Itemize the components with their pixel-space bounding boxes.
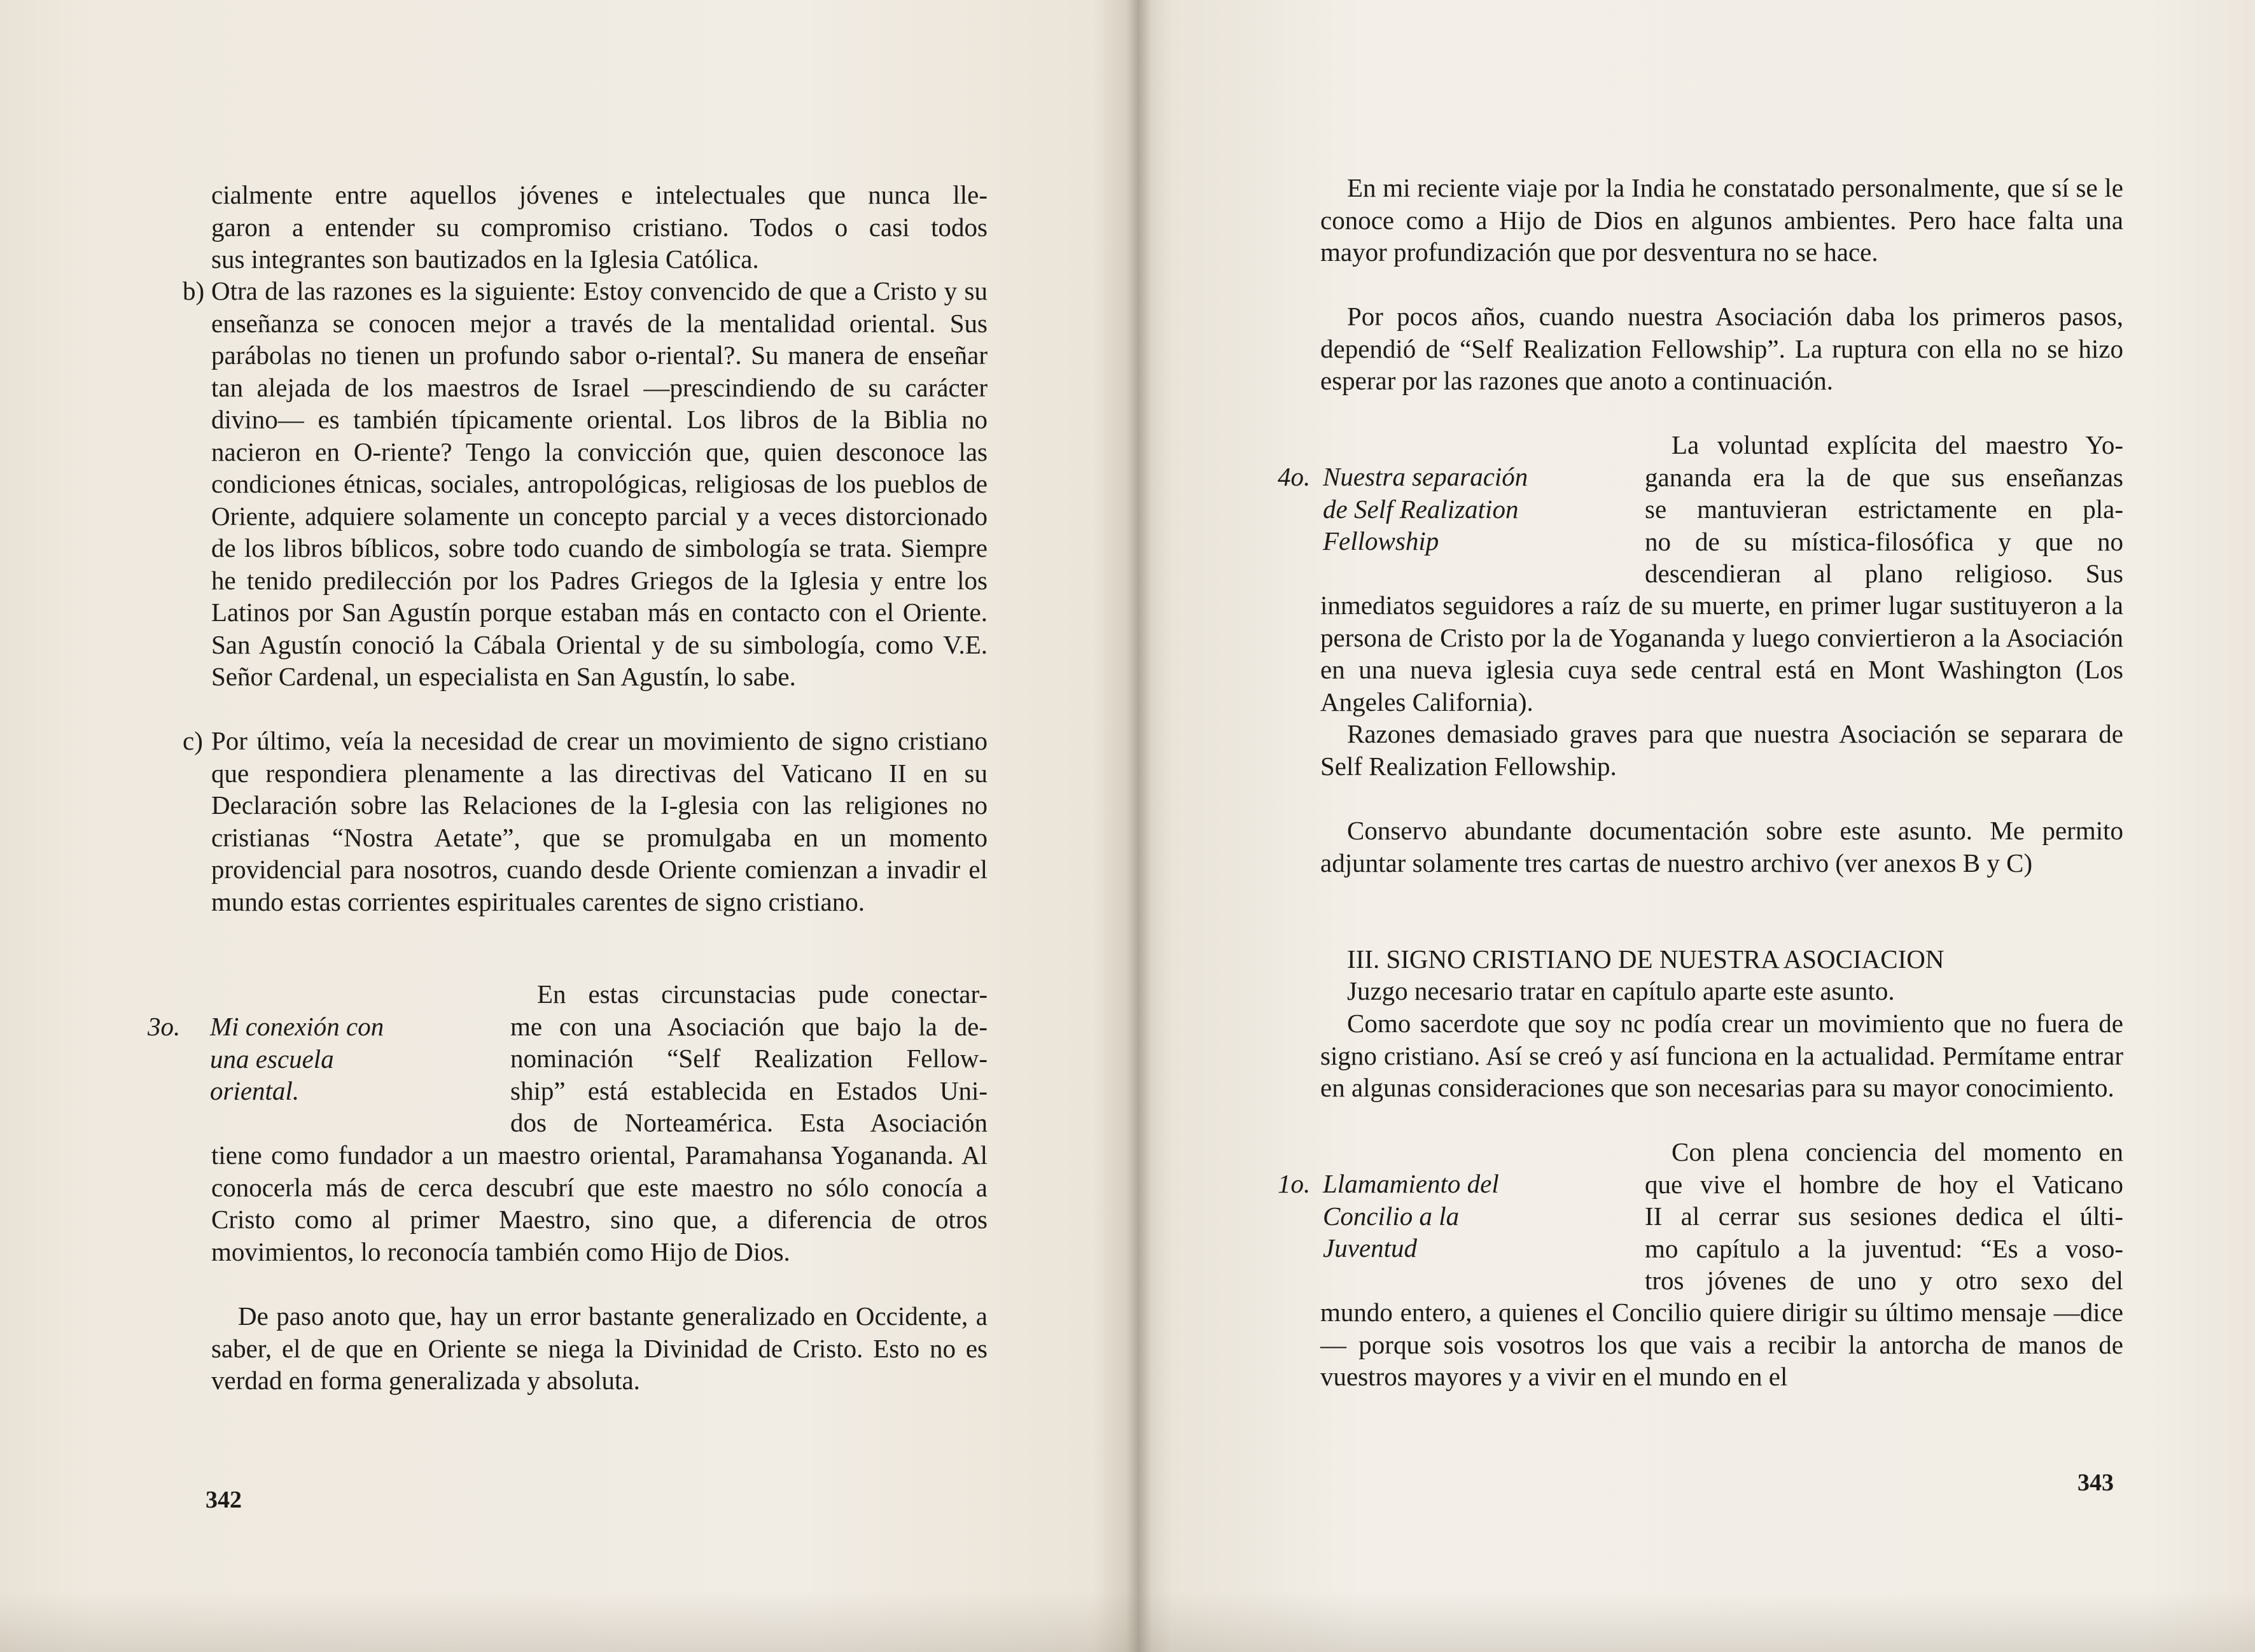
left-intro	[211, 179, 988, 276]
text-line: La voluntad explícita del maestro Yo-	[1672, 430, 2123, 459]
text-line: descendieran al plano religioso. Sus	[1645, 559, 2123, 588]
paragraph-text: En mi reciente viaje por la India he constatado personalmente, que sí se le conoce como a Hijo de Dios en algunos ambientes. Pero hace falta una mayor profundización que por desventura no se hace.	[1320, 173, 2123, 267]
side-paragraph	[510, 978, 988, 1139]
text-line: ship” está establecida en Estados Uni-	[510, 1075, 988, 1105]
margin-heading-line: Nuestra separación	[1323, 462, 1528, 491]
text-line: mo capítulo a la juventud: “Es a voso-	[1645, 1233, 2123, 1263]
paragraph	[211, 1139, 988, 1268]
paragraph	[1320, 172, 2123, 269]
list-item-text: Otra de las razones es la siguiente: Estoy convencido de que a Cristo y su enseñanza se conocen mejor a través de la mentalidad oriental. Sus parábolas no tienen un profundo sabor o-riental?. Su manera de enseñar tan alejada de los maestros de Israel —prescindiendo de su carácter divino— es también típicamente oriental. Los libros de la Biblia no nacieron en O-riente? Tengo la convicción que, quien desconoce las condiciones étnicas, sociales, antropológicas, religiosas de los pueblos de Oriente, adquiere solamente un concepto parcial y a veces distorcionado de los libros bíblicos, sobre todo cuando de simbología se trata. Siempre he tenido predilección por los Padres Griegos de la Iglesia y entre los Latinos por San Agustín porque estaban más en contacto con el Oriente. San Agustín conoció la Cábala Oriental y de su simbología, como V.E. Señor Cardenal, un especialista en San Agustín, lo sabe.	[211, 276, 988, 691]
text-line: tros jóvenes de uno y otro sexo del	[1645, 1266, 2123, 1295]
list-marker: b)	[183, 276, 205, 305]
text-line: cialmente entre aquellos jóvenes e intelectuales que nunca lle-	[211, 180, 988, 209]
text-line: En estas circunstacias pude conectar-	[537, 979, 988, 1009]
text-line: se mantuvieran estrictamente en pla-	[1645, 494, 2123, 524]
paragraph-text: tiene como fundador a un maestro oriental, Paramahansa Yogananda. Al conocerla más de cerca descubrí que este maestro no sólo conocía a Cristo como al primer Maestro, sino que, a diferencia de otros movimientos, lo reconocía también como Hijo de Dios.	[211, 1140, 988, 1266]
list-item-c	[183, 725, 988, 918]
paragraph-text: Por pocos años, cuando nuestra Asociación daba los primeros pasos, dependió de “Self Realization Fellowship”. La ruptura con ella no se hizo esperar por las razones que anoto a continuación.	[1320, 302, 2123, 395]
text-line: garon a entender su compromiso cristiano. Todos o casi todos	[211, 212, 988, 242]
text-line: me con una Asociación que bajo la de-	[510, 1011, 988, 1041]
list-marker: c)	[183, 726, 203, 755]
section-number: 4o.	[1278, 462, 1311, 491]
paragraph	[1320, 589, 2123, 718]
paragraph	[1320, 1007, 2123, 1104]
section-heading	[1320, 943, 2123, 976]
paragraph	[1320, 815, 2123, 879]
margin-heading-line: Juventud	[1323, 1233, 1417, 1263]
margin-heading	[1323, 461, 1528, 557]
margin-heading	[1323, 1168, 1499, 1264]
paragraph	[211, 1300, 988, 1397]
paragraph	[1320, 1296, 2123, 1393]
paragraph-text: Como sacerdote que soy nc podía crear un movimiento que no fuera de signo cristiano. Así se creó y así funciona en la actualidad. Permítame entrar en algunas consideraciones que son necesarias para su mayor conocimiento.	[1320, 1009, 2123, 1102]
text-line: II al cerrar sus sesiones dedica el últi-	[1645, 1201, 2123, 1231]
margin-heading-line: Llamamiento del	[1323, 1169, 1499, 1198]
section-number: 1o.	[1278, 1169, 1311, 1198]
text-line: no de su mística-filosófica y que no	[1645, 526, 2123, 556]
page-number: 342	[206, 1487, 242, 1513]
margin-heading-line: oriental.	[210, 1076, 300, 1105]
margin-heading-line: Mi conexión con	[210, 1012, 384, 1041]
margin-heading-line: una escuela	[210, 1044, 334, 1074]
list-item-b	[183, 275, 988, 693]
side-paragraph	[1645, 1136, 2123, 1297]
paragraph	[1320, 975, 2123, 1007]
margin-heading-line: Concilio a la	[1323, 1201, 1460, 1231]
paragraph-text: Razones demasiado graves para que nuestra Asociación se separara de Self Realization Fellowship.	[1320, 719, 2123, 781]
text-line: sus integrantes son bautizados en la Iglesia Católica.	[211, 244, 759, 274]
paragraph-text: mundo entero, a quienes el Concilio quiere dirigir su último mensaje —dice— porque sois vosotros los que vais a recibir la antorcha de manos de vuestros mayores y a vivir en el mundo en el	[1320, 1298, 2123, 1391]
page-number: 343	[2077, 1469, 2114, 1496]
right-page	[1139, 0, 2255, 1652]
text-line: dos de Norteamérica. Esta Asociación	[510, 1108, 988, 1137]
paragraph-text: De paso anoto que, hay un error bastante generalizado en Occidente, a saber, el de que en Oriente se niega la Divinidad de Cristo. Esto no es verdad en forma generalizada y absoluta.	[211, 1301, 988, 1395]
margin-heading-line: Fellowship	[1323, 526, 1439, 556]
text-line: nominación “Self Realization Fellow-	[510, 1044, 988, 1073]
book-gutter	[1126, 0, 1152, 1652]
paragraph-text: Juzgo necesario tratar en capítulo aparte este asunto.	[1347, 976, 1895, 1005]
section-heading-text: III. SIGNO CRISTIANO DE NUESTRA ASOCIACION	[1347, 944, 1944, 974]
list-item-text: Por último, veía la necesidad de crear un movimiento de signo cristiano que respondiera plenamente a las directivas del Vaticano II en su Declaración sobre las Relaciones de la I-glesia con las religiones no cristianas “Nostra Aetate”, que se promulgaba en un momento providencial para nosotros, cuando desde Oriente comienzan a invadir el mundo estas corrientes espirituales carentes de signo cristiano.	[211, 726, 988, 916]
section-number: 3o.	[148, 1012, 181, 1041]
margin-heading	[210, 1011, 384, 1107]
paragraph-text: inmediatos seguidores a raíz de su muerte, en primer lugar sustituyeron a la persona de Cristo por la de Yogananda y luego conviertieron a la Asociación en una nueva iglesia cuya sede central está en Mont Washington (Los Angeles California).	[1320, 591, 2123, 717]
paragraph-text: Conservo abundante documentación sobre este asunto. Me permito adjuntar solamente tres cartas de nuestro archivo (ver anexos B y C)	[1320, 816, 2123, 878]
margin-heading-line: de Self Realization	[1323, 494, 1519, 524]
text-line: Con plena conciencia del momento en	[1672, 1137, 2123, 1166]
paragraph	[1320, 718, 2123, 782]
paragraph	[1320, 300, 2123, 397]
side-paragraph	[1645, 429, 2123, 590]
text-line: gananda era la de que sus enseñanzas	[1645, 462, 2123, 492]
text-line: que vive el hombre de hoy el Vaticano	[1645, 1169, 2123, 1199]
page-shadow	[0, 1591, 2255, 1652]
